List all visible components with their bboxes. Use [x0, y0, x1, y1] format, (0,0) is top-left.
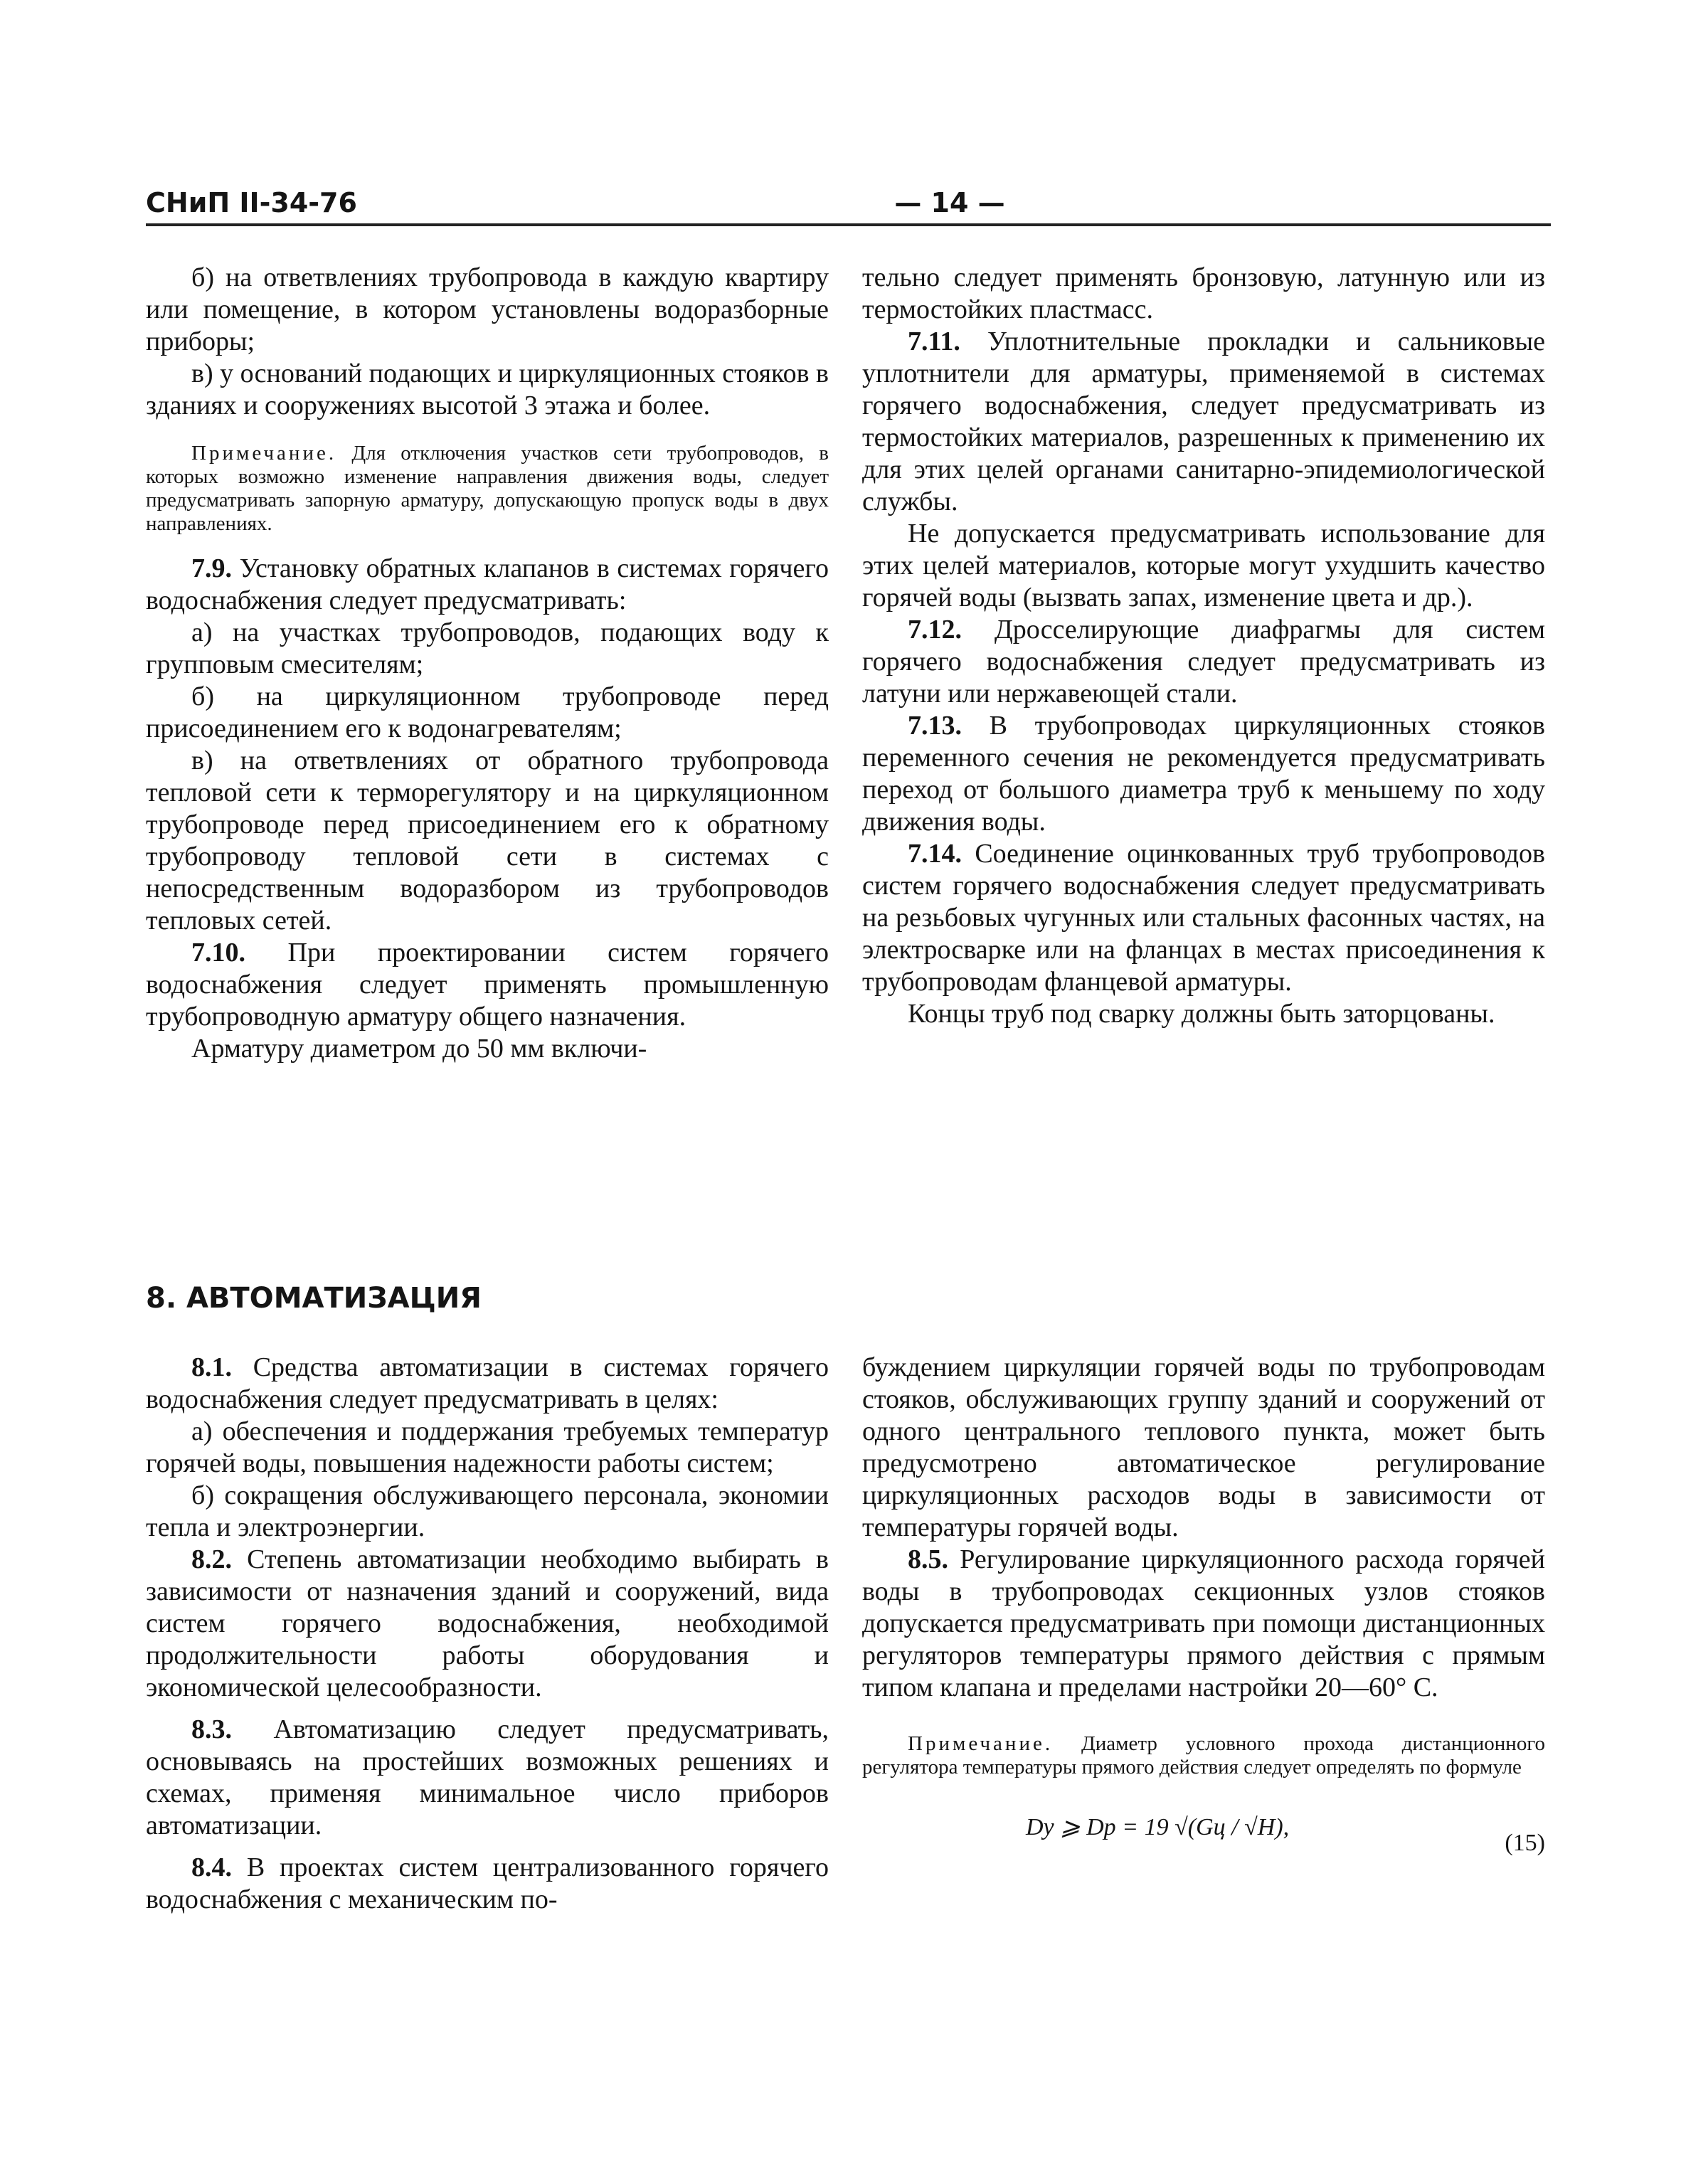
formula-number: (15): [1505, 1830, 1545, 1856]
note-label: Примечание.: [191, 442, 337, 465]
paragraph: Не допускается предусматривать использование для этих целей материалов, которые могут ухудшить качество горячей воды (вызвать запах, изменение цвета и др.).: [862, 519, 1545, 613]
clause-text: В трубопроводах циркуляционных стояков переменного сечения не рекомендуется предусматривать переход от большого диаметра труб к меньшему по ходу движения воды.: [862, 711, 1545, 837]
paragraph: [862, 326, 1545, 518]
paragraph: [862, 838, 1545, 998]
header-rule: [146, 223, 1551, 226]
note-text: Диаметр условного прохода дистанционного регулятора температуры прямого действия следует определять по формуле: [862, 1732, 1545, 1779]
paragraph: [862, 1544, 1545, 1704]
note-label: Примечание.: [908, 1732, 1054, 1755]
page-header: [146, 186, 1551, 219]
clause-text: Автоматизацию следует предусматривать, основываясь на простейших возможных решениях и схемах, применяя минимальное число приборов автоматизации.: [146, 1714, 829, 1840]
clause-text: Дросселирующие диафрагмы для систем горячего водоснабжения следует предусматривать из латуни или нержавеющей стали.: [862, 615, 1545, 709]
clause-number: 7.12.: [908, 615, 962, 645]
column-left-bottom: [146, 1352, 829, 1916]
clause-text: Уплотнительные прокладки и сальниковые уплотнители для арматуры, применяемой в системах горячего водоснабжения, следует предусматривать из термостойких материалов, разрешенных к применению их для этих целей органами санитарно-эпидемиологической службы.: [862, 327, 1545, 516]
page-number: — 14 —: [894, 187, 1005, 218]
formula: [862, 1808, 1545, 1886]
paragraph: а) обеспечения и поддержания требуемых температур горячей воды, повышения надежности работы систем;: [146, 1416, 829, 1478]
clause-number: 8.1.: [191, 1352, 232, 1382]
paragraph: б) на циркуляционном трубопроводе перед присоединением его к водонагревателям;: [146, 682, 829, 743]
clause-number: 8.3.: [191, 1714, 232, 1744]
note: [146, 442, 829, 536]
clause-text: Соединение оцинкованных труб трубопроводов систем горячего водоснабжения следует предусматривать на резьбовых чугунных или стальных фасонных частях, на электросварке или на фланцах в местах присоединения к трубопроводам фланцевой арматуры.: [862, 839, 1545, 997]
clause-text: При проектировании систем горячего водоснабжения следует применять промышленную трубопроводную арматуру общего назначения.: [146, 938, 829, 1032]
paragraph: [146, 1352, 829, 1416]
clause-number: 7.13.: [908, 711, 962, 741]
clause-text: В проектах систем централизованного горячего водоснабжения с механическим по-: [146, 1852, 829, 1914]
clause-number: 8.5.: [908, 1544, 948, 1574]
paragraph: [146, 1714, 829, 1842]
paragraph: а) на участках трубопроводов, подающих воду к групповым смесителям;: [146, 617, 829, 679]
clause-text: Степень автоматизации необходимо выбирать в зависимости от назначения зданий и сооружений, вида систем горячего водоснабжения, необходимой продолжительности работы оборудования и экономической целесообразности.: [146, 1544, 829, 1702]
formula-expression: Dу ⩾ Dр = 19 √(Gц / √H),: [1026, 1814, 1290, 1840]
paragraph: тельно следует применять бронзовую, латунную или из термостойких пластмасс.: [862, 263, 1545, 324]
clause-number: 8.2.: [191, 1544, 232, 1574]
paragraph: в) у оснований подающих и циркуляционных стояков в зданиях и сооружениях высотой 3 этажа и более.: [146, 359, 829, 420]
clause-text: Средства автоматизации в системах горячего водоснабжения следует предусматривать в целях:: [146, 1352, 829, 1414]
paragraph: [146, 937, 829, 1033]
paragraph: в) на ответвлениях от обратного трубопровода тепловой сети к терморегулятору и на циркуляционном трубопроводе перед присоединением его к обратному трубопроводу тепловой сети в системах с непосредственным водоразбором из трубопроводов тепловых сетей.: [146, 746, 829, 935]
clause-number: 7.14.: [908, 839, 962, 869]
paragraph: буждением циркуляции горячей воды по трубопроводам стояков, обслуживающих группу зданий и сооружений от одного центрального теплового пункта, может быть предусмотрено автоматическое регулирование циркуляционных расходов воды в зависимости от температуры горячей воды.: [862, 1352, 1545, 1542]
column-left-top: [146, 262, 829, 1065]
paragraph: [146, 1852, 829, 1916]
clause-number: 7.9.: [191, 553, 232, 583]
paragraph: б) на ответвлениях трубопровода в каждую квартиру или помещение, в котором установлены водоразборные приборы;: [146, 263, 829, 356]
paragraph: Арматуру диаметром до 50 мм включи-: [191, 1034, 647, 1064]
paragraph: б) сокращения обслуживающего персонала, экономии тепла и электроэнергии.: [146, 1480, 829, 1542]
column-right-top: [862, 262, 1545, 1030]
clause-number: 7.10.: [191, 938, 245, 968]
column-right-bottom: [862, 1352, 1545, 1886]
paragraph: [862, 710, 1545, 838]
note: [862, 1732, 1545, 1779]
paragraph: [862, 614, 1545, 710]
document-code: СНиП II-34-76: [146, 187, 357, 218]
paragraph: Концы труб под сварку должны быть заторцованы.: [908, 999, 1495, 1029]
paragraph: [146, 1544, 829, 1704]
paragraph: [146, 553, 829, 617]
clause-number: 7.11.: [908, 327, 960, 356]
clause-number: 8.4.: [191, 1852, 232, 1882]
section-title: 8. АВТОМАТИЗАЦИЯ: [146, 1282, 482, 1315]
clause-text: Регулирование циркуляционного расхода горячей воды в трубопроводах секционных узлов стояков допускается предусматривать при помощи дистанционных регуляторов температуры прямого действия с прямым типом клапана и пределами настройки 20—60° С.: [862, 1544, 1545, 1702]
note-text: Для отключения участков сети трубопроводов, в которых возможно изменение направления движения воды, следует предусматривать запорную арматуру, допускающую пропуск воды в двух направлениях.: [146, 442, 829, 535]
clause-text: Установку обратных клапанов в системах горячего водоснабжения следует предусматривать:: [146, 553, 829, 615]
